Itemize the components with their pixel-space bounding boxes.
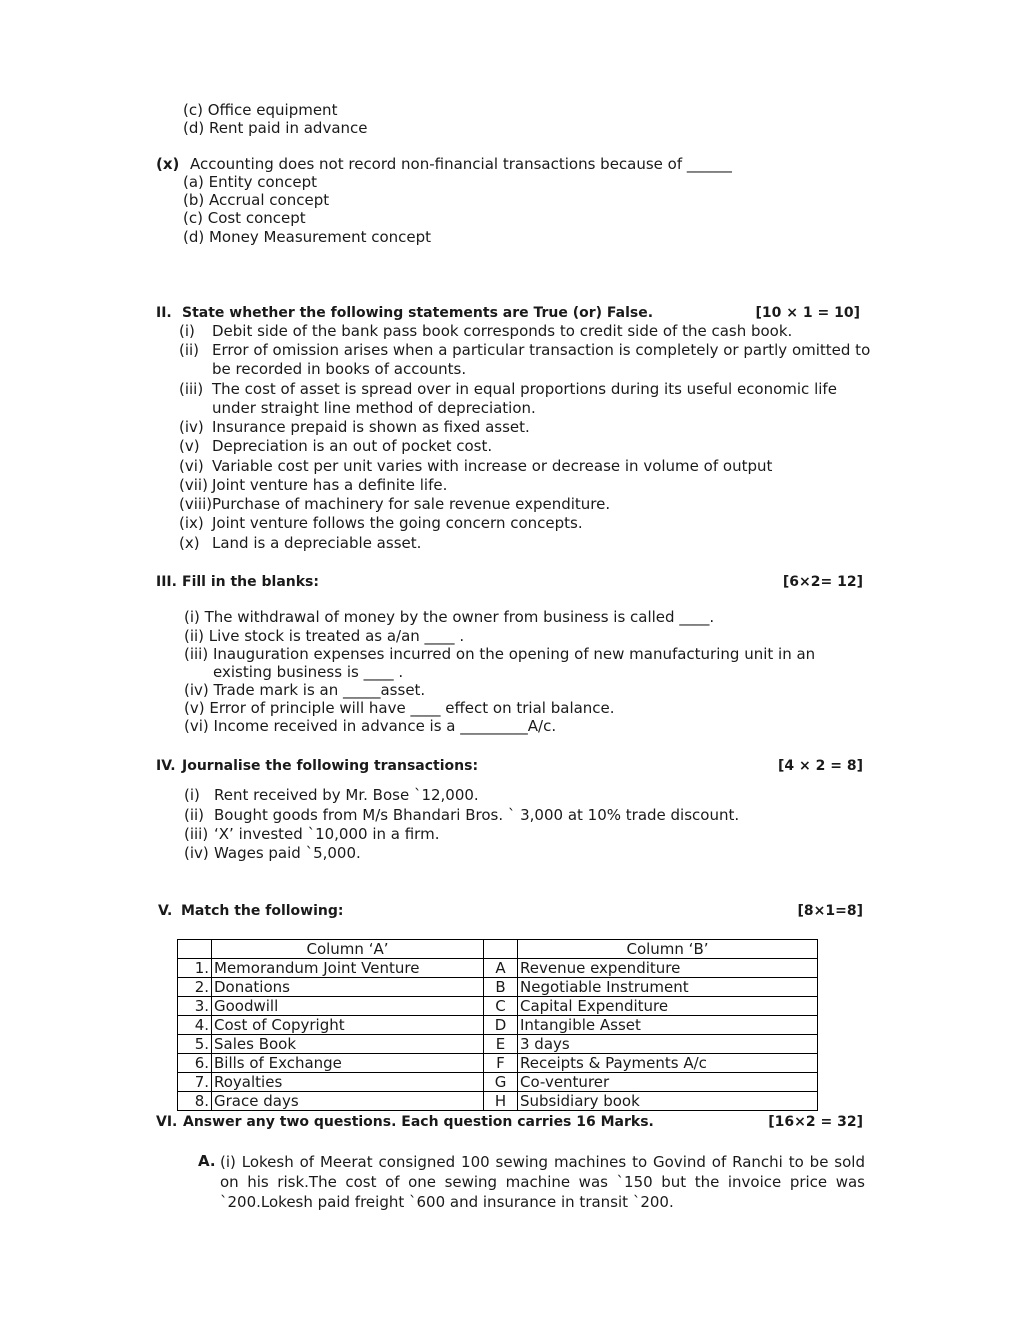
question-x-option-d: (d) Money Measurement concept bbox=[183, 228, 432, 246]
list-item-number: (v) bbox=[179, 437, 200, 455]
column-b-cell: Receipts & Payments A/c bbox=[518, 1054, 818, 1073]
row-number: 5. bbox=[178, 1035, 212, 1054]
list-item-continuation: be recorded in books of accounts. bbox=[212, 360, 467, 378]
table-row bbox=[178, 1035, 818, 1054]
list-item-number: (iv) bbox=[179, 418, 204, 436]
list-item: The cost of asset is spread over in equal proportions during its useful economic life bbox=[212, 380, 837, 398]
table-row bbox=[178, 1073, 818, 1092]
list-item: Bought goods from M/s Bhandari Bros. ` 3,000 at 10% trade discount. bbox=[214, 806, 740, 824]
section-v-marks: [8×1=8] bbox=[797, 903, 863, 919]
list-item: (ii) Live stock is treated as a/an ____ . bbox=[184, 627, 465, 645]
table-row bbox=[178, 997, 818, 1016]
table-header-blank bbox=[178, 940, 212, 959]
column-a-cell: Sales Book bbox=[212, 1035, 484, 1054]
question-x-option-c: (c) Cost concept bbox=[183, 209, 306, 227]
column-a-cell: Grace days bbox=[212, 1092, 484, 1111]
section-iv-number: IV. bbox=[156, 758, 176, 774]
section-iii-marks: [6×2= 12] bbox=[782, 574, 863, 590]
section-vi-number: VI. bbox=[156, 1114, 178, 1130]
list-item-number: (x) bbox=[179, 534, 200, 552]
question-x-option-b: (b) Accrual concept bbox=[183, 191, 330, 209]
column-a-cell: Memorandum Joint Venture bbox=[212, 959, 484, 978]
list-item: (vi) Income received in advance is a _________A/c. bbox=[184, 717, 557, 735]
list-item-number: (vii) bbox=[179, 476, 208, 494]
list-item: (iii) Inauguration expenses incurred on the opening of new manufacturing unit in an bbox=[184, 645, 816, 663]
list-item-number: (iii) bbox=[184, 825, 209, 843]
row-number: 1. bbox=[178, 959, 212, 978]
list-item: Error of omission arises when a particular transaction is completely or partly omitted to bbox=[212, 341, 871, 359]
table-row bbox=[178, 959, 818, 978]
list-item: (i) The withdrawal of money by the owner from business is called ____. bbox=[184, 608, 715, 626]
option-c-office-equipment: (c) Office equipment bbox=[183, 101, 338, 119]
question-a-label: A. bbox=[198, 1152, 216, 1170]
question-a-text: (i) Lokesh of Meerat consigned 100 sewing machines to Govind of Ranchi to be sold on his risk.The cost of one sewing machine was `150 but the invoice price was `200.Lokesh paid freight `600 and insurance in transit `200. bbox=[220, 1153, 865, 1211]
row-number: 2. bbox=[178, 978, 212, 997]
table-row bbox=[178, 1054, 818, 1073]
list-item-number: (iii) bbox=[179, 380, 204, 398]
list-item-number: (i) bbox=[184, 786, 200, 804]
column-b-cell: 3 days bbox=[518, 1035, 818, 1054]
column-b-cell: Negotiable Instrument bbox=[518, 978, 818, 997]
list-item-number: (ii) bbox=[179, 341, 200, 359]
column-a-header: Column ‘A’ bbox=[212, 940, 484, 959]
row-letter: C bbox=[484, 997, 518, 1016]
list-item: Rent received by Mr. Bose `12,000. bbox=[214, 786, 479, 804]
column-b-cell: Capital Expenditure bbox=[518, 997, 818, 1016]
section-iii-number: III. bbox=[156, 574, 177, 590]
list-item-continuation: existing business is ____ . bbox=[213, 663, 404, 681]
list-item: (iv) Trade mark is an _____asset. bbox=[184, 681, 426, 699]
list-item-number: (ix) bbox=[179, 514, 204, 532]
table-header-blank bbox=[484, 940, 518, 959]
match-table bbox=[177, 939, 818, 1111]
column-b-cell: Co-venturer bbox=[518, 1073, 818, 1092]
option-d-rent-paid: (d) Rent paid in advance bbox=[183, 119, 368, 137]
row-letter: G bbox=[484, 1073, 518, 1092]
list-item: Purchase of machinery for sale revenue expenditure. bbox=[212, 495, 611, 513]
row-letter: B bbox=[484, 978, 518, 997]
section-v-number: V. bbox=[158, 903, 173, 919]
list-item-number: (vi) bbox=[179, 457, 204, 475]
row-number: 8. bbox=[178, 1092, 212, 1111]
section-ii-number: II. bbox=[156, 305, 172, 321]
column-a-cell: Bills of Exchange bbox=[212, 1054, 484, 1073]
table-row bbox=[178, 1092, 818, 1111]
row-number: 3. bbox=[178, 997, 212, 1016]
list-item: Debit side of the bank pass book corresponds to credit side of the cash book. bbox=[212, 322, 793, 340]
table-row bbox=[178, 978, 818, 997]
column-b-cell: Revenue expenditure bbox=[518, 959, 818, 978]
column-b-cell: Subsidiary book bbox=[518, 1092, 818, 1111]
list-item: Joint venture has a definite life. bbox=[212, 476, 448, 494]
question-x-option-a: (a) Entity concept bbox=[183, 173, 318, 191]
list-item: (v) Error of principle will have ____ effect on trial balance. bbox=[184, 699, 615, 717]
section-vi-title: Answer any two questions. Each question carries 16 Marks. bbox=[183, 1114, 654, 1130]
list-item: ‘X’ invested `10,000 in a firm. bbox=[214, 825, 440, 843]
section-iii-title: Fill in the blanks: bbox=[182, 574, 319, 590]
table-row bbox=[178, 1016, 818, 1035]
list-item: Joint venture follows the going concern concepts. bbox=[212, 514, 583, 532]
column-a-cell: Donations bbox=[212, 978, 484, 997]
section-vi-marks: [16×2 = 32] bbox=[768, 1114, 863, 1130]
row-letter: H bbox=[484, 1092, 518, 1111]
list-item: Insurance prepaid is shown as fixed asset. bbox=[212, 418, 530, 436]
row-letter: E bbox=[484, 1035, 518, 1054]
row-number: 6. bbox=[178, 1054, 212, 1073]
list-item-number: (viii) bbox=[179, 495, 213, 513]
row-letter: F bbox=[484, 1054, 518, 1073]
section-iv-title: Journalise the following transactions: bbox=[182, 758, 479, 774]
section-ii-marks: [10 × 1 = 10] bbox=[755, 305, 860, 321]
list-item-number: (i) bbox=[179, 322, 195, 340]
column-b-header: Column ‘B’ bbox=[518, 940, 818, 959]
list-item-number: (ii) bbox=[184, 806, 205, 824]
row-letter: A bbox=[484, 959, 518, 978]
section-v-title: Match the following: bbox=[181, 903, 344, 919]
row-letter: D bbox=[484, 1016, 518, 1035]
column-b-cell: Intangible Asset bbox=[518, 1016, 818, 1035]
column-a-cell: Cost of Copyright bbox=[212, 1016, 484, 1035]
list-item-continuation: under straight line method of depreciation. bbox=[212, 399, 536, 417]
column-a-cell: Royalties bbox=[212, 1073, 484, 1092]
row-number: 4. bbox=[178, 1016, 212, 1035]
section-iv-marks: [4 × 2 = 8] bbox=[778, 758, 863, 774]
match-table-header bbox=[178, 940, 818, 959]
list-item: Variable cost per unit varies with increase or decrease in volume of output bbox=[212, 457, 773, 475]
row-number: 7. bbox=[178, 1073, 212, 1092]
question-x-text: Accounting does not record non-financial transactions because of ______ bbox=[190, 155, 732, 173]
list-item: Depreciation is an out of pocket cost. bbox=[212, 437, 493, 455]
column-a-cell: Goodwill bbox=[212, 997, 484, 1016]
list-item: Land is a depreciable asset. bbox=[212, 534, 422, 552]
question-x-number: (x) bbox=[156, 155, 180, 173]
list-item: Wages paid `5,000. bbox=[214, 844, 361, 862]
section-ii-title: State whether the following statements are True (or) False. bbox=[182, 305, 654, 321]
list-item-number: (iv) bbox=[184, 844, 209, 862]
